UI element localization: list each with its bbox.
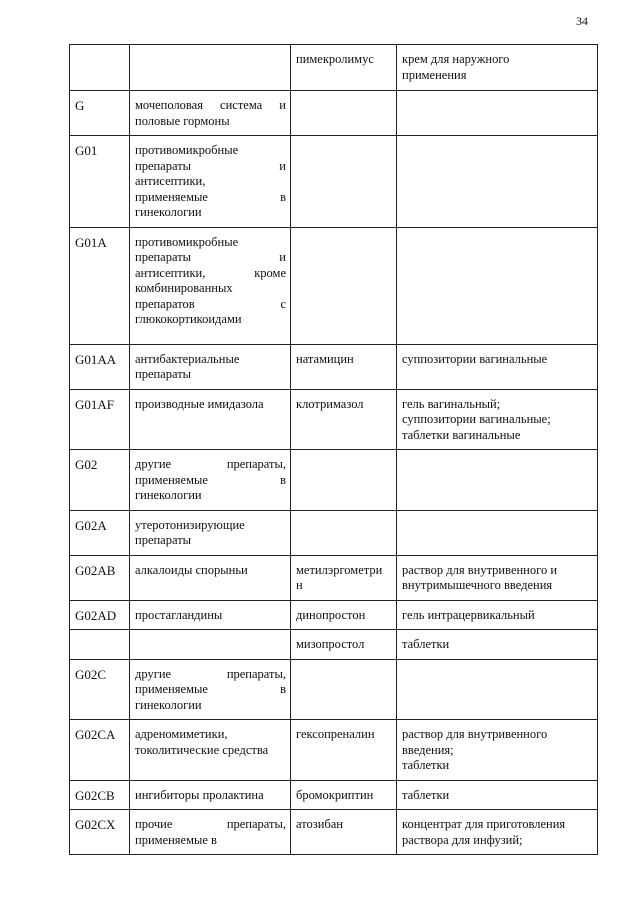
drug-name-line: гексопреналин (296, 727, 375, 741)
dosage-form (397, 136, 598, 228)
table-row (70, 91, 598, 136)
dosage-form-line: применения (402, 67, 467, 82)
table-row (70, 510, 598, 555)
description-line: токолитические средства (135, 742, 269, 757)
dosage-form (397, 91, 598, 136)
atc-description (130, 91, 291, 136)
atc-code: G02AD (70, 600, 130, 630)
description-line (135, 250, 286, 266)
atc-description (130, 555, 291, 600)
dosage-form (397, 450, 598, 511)
dosage-form-line: введения; (402, 742, 454, 757)
description-line (135, 682, 286, 698)
atc-description (130, 389, 291, 450)
dosage-form (397, 630, 598, 660)
atc-description (130, 227, 291, 344)
atc-code: G01AA (70, 344, 130, 389)
description-line: противомикробные (135, 234, 239, 249)
description-line (135, 98, 286, 114)
drug-name-line: динопростон (296, 607, 366, 622)
dosage-form-line: таблетки вагинальные (402, 427, 521, 442)
table-row (70, 810, 598, 855)
table-row (70, 45, 598, 91)
drug-name-line: клотримазол (296, 396, 364, 411)
description-line: половые гормоны (135, 113, 230, 128)
atc-code (70, 630, 130, 660)
drug-name-line: мизопростол (296, 637, 365, 651)
description-word: препараты, (226, 817, 286, 831)
dosage-form-line: раствор для внутривенного (402, 727, 548, 741)
dosage-form-line: суппозитории вагинальные; (402, 412, 551, 426)
description-word: препараты, (226, 457, 286, 471)
description-word: антисептики, (135, 265, 206, 280)
description-line: адреномиметики, (135, 727, 228, 741)
dosage-form (397, 344, 598, 389)
atc-code: G02AB (70, 555, 130, 600)
description-line: применяемые в (135, 832, 217, 847)
description-word: применяемые (135, 189, 208, 204)
description-line: гинекологии (135, 205, 202, 219)
dosage-form-line: таблетки (402, 637, 450, 651)
table-row (70, 227, 598, 344)
atc-code: G02C (70, 659, 130, 720)
description-line: гинекологии (135, 488, 202, 502)
dosage-form (397, 227, 598, 344)
description-word: препараты (135, 158, 192, 173)
description-line: глюкокортикоидами (135, 312, 242, 326)
description-word: применяемые (135, 472, 208, 487)
atc-code: G02CX (70, 810, 130, 855)
drug-name (291, 555, 397, 600)
description-word: в (280, 682, 286, 696)
drug-name-line: атозибан (296, 817, 343, 831)
description-line: утеротонизирующие (135, 517, 245, 532)
atc-code: G02A (70, 510, 130, 555)
dosage-form-line: гель вагинальный; (402, 396, 501, 411)
atc-description (130, 600, 291, 630)
description-line: ингибиторы пролактина (135, 787, 264, 802)
description-line: препараты (135, 533, 192, 547)
table-row (70, 600, 598, 630)
description-line: комбинированных (135, 281, 233, 295)
drug-name (291, 780, 397, 810)
drug-name (291, 810, 397, 855)
dosage-form-line: таблетки (402, 787, 450, 802)
description-word: прочие (135, 817, 173, 831)
description-line (135, 457, 286, 473)
atc-code: G02CB (70, 780, 130, 810)
description-line: производные имидазола (135, 396, 264, 411)
drug-name (291, 45, 397, 91)
atc-code: G01AF (70, 389, 130, 450)
description-line: простагландины (135, 607, 223, 622)
drug-table (69, 44, 598, 855)
description-word: в (280, 472, 286, 487)
description-word: и (279, 98, 286, 112)
description-word: и (279, 250, 286, 264)
description-line (135, 817, 286, 833)
dosage-form-line: раствор для внутривенного и (402, 562, 558, 577)
drug-name (291, 600, 397, 630)
table-row (70, 450, 598, 511)
dosage-form-line: концентрат для приготовления (402, 817, 566, 831)
table-row (70, 555, 598, 600)
page-number: 34 (576, 14, 588, 28)
description-word: другие (135, 457, 172, 471)
dosage-form (397, 45, 598, 91)
description-line (135, 473, 286, 489)
atc-description (130, 344, 291, 389)
drug-name-line: бромокриптин (296, 787, 374, 802)
atc-description (130, 720, 291, 781)
atc-description (130, 45, 291, 91)
description-line: антибактериальные (135, 351, 240, 366)
dosage-form (397, 600, 598, 630)
dosage-form (397, 720, 598, 781)
description-word: применяемые (135, 682, 208, 696)
description-word: мочеполовая (135, 98, 203, 112)
drug-name (291, 344, 397, 389)
atc-code: G01A (70, 227, 130, 344)
drug-name (291, 720, 397, 781)
description-word: система (220, 98, 263, 112)
atc-description (130, 510, 291, 555)
description-word: с (280, 296, 286, 311)
table-row (70, 630, 598, 660)
atc-code: G02 (70, 450, 130, 511)
description-word: другие (135, 666, 172, 681)
atc-description (130, 450, 291, 511)
description-word: препараты, (226, 666, 286, 681)
description-word: в (280, 189, 286, 204)
description-word: и (279, 158, 286, 173)
table-row (70, 389, 598, 450)
description-line: антисептики, (135, 174, 206, 188)
dosage-form (397, 780, 598, 810)
dosage-form-line: суппозитории вагинальные (402, 351, 548, 366)
table-row (70, 659, 598, 720)
description-line (135, 159, 286, 175)
table-row (70, 720, 598, 781)
drug-name (291, 91, 397, 136)
atc-code: G01 (70, 136, 130, 228)
dosage-form (397, 810, 598, 855)
drug-name (291, 659, 397, 720)
atc-description (130, 659, 291, 720)
atc-code: G02CA (70, 720, 130, 781)
atc-description (130, 630, 291, 660)
dosage-form (397, 555, 598, 600)
drug-name (291, 510, 397, 555)
atc-description (130, 136, 291, 228)
dosage-form (397, 510, 598, 555)
table-row (70, 780, 598, 810)
drug-name-line: метилэргометри (296, 562, 383, 577)
description-word: кроме (254, 265, 286, 280)
dosage-form-line: внутримышечного введения (402, 578, 553, 592)
atc-code (70, 45, 130, 91)
drug-name (291, 630, 397, 660)
description-line: гинекологии (135, 697, 202, 712)
description-line: алкалоиды спорыньи (135, 562, 248, 577)
atc-description (130, 810, 291, 855)
description-line: противомикробные (135, 143, 239, 157)
description-word: препаратов (135, 296, 195, 311)
atc-description (130, 780, 291, 810)
description-line (135, 667, 286, 683)
description-word: препараты (135, 250, 192, 264)
drug-name (291, 389, 397, 450)
drug-name (291, 227, 397, 344)
drug-name (291, 450, 397, 511)
description-line: препараты (135, 367, 192, 381)
table-row (70, 136, 598, 228)
drug-name (291, 136, 397, 228)
atc-code: G (70, 91, 130, 136)
dosage-form-line: крем для наружного (402, 52, 510, 66)
description-line (135, 297, 286, 313)
drug-name-line: натамицин (296, 351, 354, 366)
description-line (135, 190, 286, 206)
dosage-form-line: таблетки (402, 758, 450, 772)
drug-name-line: пимекролимус (296, 52, 374, 66)
dosage-form-line: раствора для инфузий; (402, 832, 523, 847)
description-line (135, 266, 286, 282)
dosage-form-line: гель интрацервикальный (402, 607, 535, 622)
drug-name-line: н (296, 578, 303, 592)
dosage-form (397, 389, 598, 450)
table-row (70, 344, 598, 389)
dosage-form (397, 659, 598, 720)
